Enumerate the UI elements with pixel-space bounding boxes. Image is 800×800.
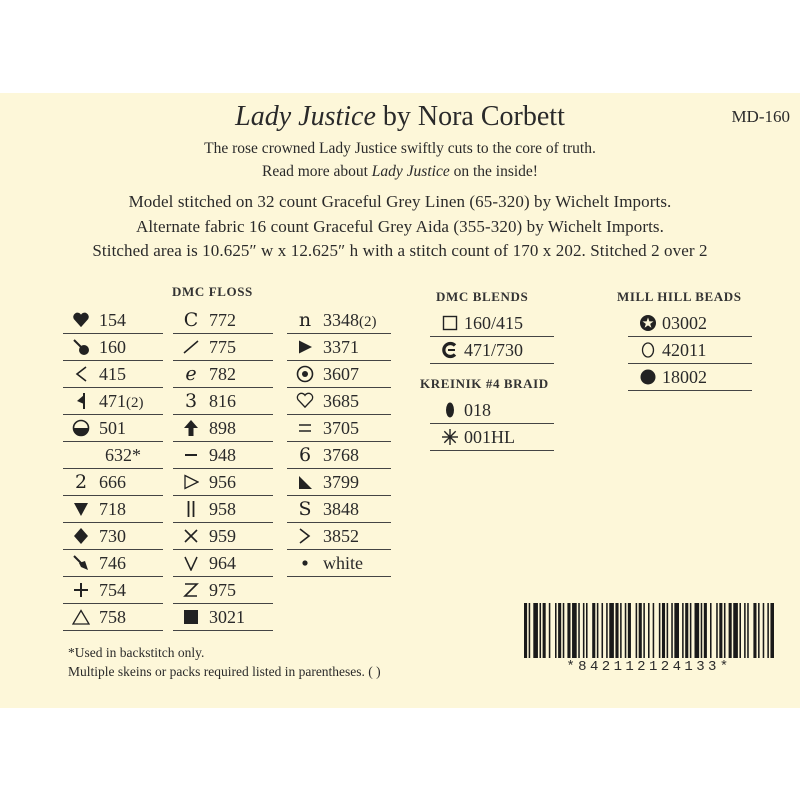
asterisk-icon [438, 426, 462, 447]
barcode [524, 603, 774, 658]
thread-number: 758 [99, 607, 126, 627]
square-filled-icon [179, 606, 203, 627]
thread-number: 3848 [323, 499, 359, 519]
read-more-line: Read more about Lady Justice on the inside! [262, 163, 538, 180]
thread-row [63, 523, 163, 550]
thread-number: 3705 [323, 418, 359, 438]
thread-number: 775 [209, 337, 236, 357]
description-line: Alternate fabric 16 count Graceful Grey Aida (355-320) by Wichelt Imports. [135, 217, 665, 236]
thread-row [287, 334, 391, 361]
thread-number: 18002 [662, 367, 707, 387]
thread-row [287, 388, 391, 415]
x-icon [179, 525, 203, 546]
product-code: MD-160 [731, 107, 790, 126]
minus-icon [179, 444, 203, 465]
dmc-floss-heading: DMC FLOSS [172, 284, 253, 299]
thread-number: 42011 [662, 340, 707, 360]
equals-icon [293, 417, 317, 438]
thread-number: 3371 [323, 337, 359, 357]
thread-number: 730 [99, 526, 126, 546]
thread-row [430, 337, 554, 364]
mill-hill-list [628, 310, 752, 391]
thread-row [63, 334, 163, 361]
thread-number: 754 [99, 580, 126, 600]
thread-number: 782 [209, 364, 236, 384]
thread-number: 632* [105, 445, 141, 465]
thread-row [628, 310, 752, 337]
tagline: The rose crowned Lady Justice swiftly cuts to the core of truth. [204, 140, 596, 157]
slash-dot-icon [69, 336, 93, 357]
thread-number: 03002 [662, 313, 707, 333]
thread-row [63, 469, 163, 496]
thread-row [63, 604, 163, 631]
three-icon: 3 [184, 389, 198, 412]
oval-filled-icon [438, 399, 462, 420]
skein-count: (2) [126, 395, 144, 411]
thread-number: 3852 [323, 526, 359, 546]
footnote-skeins: Multiple skeins or packs required listed in parentheses. ( ) [68, 664, 381, 679]
thread-row [628, 364, 752, 391]
e-icon: ℯ [185, 362, 197, 385]
star-circle-icon [636, 312, 660, 333]
thread-number: 898 [209, 418, 236, 438]
thread-row [287, 307, 391, 334]
two-icon: 2 [74, 470, 88, 493]
thread-number: 718 [99, 499, 126, 519]
title-italic: Lady Justice [235, 101, 376, 132]
thread-row [287, 496, 391, 523]
thread-row [63, 577, 163, 604]
less-than-icon [69, 363, 93, 384]
circle-filled-icon [636, 366, 660, 387]
thread-number: 959 [209, 526, 236, 546]
thread-number: 3348(2) [323, 310, 377, 330]
thread-row [287, 550, 391, 577]
thread-row [173, 334, 273, 361]
half-circle-icon [69, 417, 93, 438]
thread-number: 3768 [323, 445, 359, 465]
thread-row [628, 337, 752, 364]
thread-row [287, 415, 391, 442]
triangle-down-icon [69, 498, 93, 519]
dmc-floss-column [63, 307, 163, 631]
kreinik-heading: KREINIK #4 BRAID [420, 376, 549, 391]
thread-row [173, 550, 273, 577]
thread-number: 772 [209, 310, 236, 330]
v-icon [179, 552, 203, 573]
thread-row [173, 361, 273, 388]
square-outline-icon [438, 312, 462, 333]
pattern-back-cover [0, 93, 800, 708]
flag-left-icon [69, 390, 93, 411]
n-icon: n [298, 308, 312, 331]
triangle-outline-icon [69, 606, 93, 627]
thread-row [173, 415, 273, 442]
thread-number: 471(2) [99, 391, 144, 411]
thread-number: 415 [99, 364, 126, 384]
thread-number: 501 [99, 418, 126, 438]
thread-row [173, 442, 273, 469]
thread-row [63, 415, 163, 442]
arrow-up-icon [179, 417, 203, 438]
double-bar-icon [179, 498, 203, 519]
dmc-blends-heading: DMC BLENDS [436, 289, 529, 304]
footnote-backstitch: *Used in backstitch only. [68, 645, 205, 660]
c-icon: C [183, 308, 199, 331]
barcode-number: *842112124133* [566, 659, 732, 675]
title-author: by Nora Corbett [375, 101, 565, 132]
thread-number: 3021 [209, 607, 245, 627]
thread-row [63, 388, 163, 415]
thread-number: 3607 [323, 364, 359, 384]
dmc-blends-list [430, 310, 554, 364]
slash-icon [179, 336, 203, 357]
thread-number: 816 [209, 391, 236, 411]
thread-row [287, 361, 391, 388]
thread-number: 964 [209, 553, 236, 573]
dmc-floss-column [173, 307, 273, 631]
dot-icon [293, 552, 317, 573]
thread-row [63, 550, 163, 577]
thread-number: 160/415 [464, 313, 524, 333]
thread-number: 471/730 [464, 340, 524, 360]
thread-row [287, 442, 391, 469]
thread-number: 3799 [323, 472, 359, 492]
thread-row [173, 307, 273, 334]
skein-count: (2) [359, 314, 377, 330]
thread-row [173, 388, 273, 415]
description-line: Stitched area is 10.625″ w x 12.625″ h with a stitch count of 170 x 202. Stitched 2 over 2 [92, 241, 708, 260]
thread-number: 018 [464, 400, 491, 420]
thread-number: 958 [209, 499, 236, 519]
thread-row [63, 442, 163, 469]
c-bold-icon [438, 339, 462, 360]
triangle-right-outline-icon [179, 471, 203, 492]
greater-than-icon [293, 525, 317, 546]
dmc-floss-column [287, 307, 391, 577]
thread-number: 160 [99, 337, 126, 357]
thread-number: 3685 [323, 391, 359, 411]
six-icon: 6 [298, 443, 312, 466]
heart-outline-icon [293, 390, 317, 411]
thread-number: 746 [99, 553, 126, 573]
thread-row [173, 577, 273, 604]
thread-row [287, 469, 391, 496]
thread-row [63, 361, 163, 388]
corner-triangle-icon [293, 471, 317, 492]
description-line: Model stitched on 32 count Graceful Grey Linen (65-320) by Wichelt Imports. [128, 192, 672, 211]
pattern-title [0, 101, 800, 133]
triangle-right-icon [293, 336, 317, 357]
thread-number: 956 [209, 472, 236, 492]
s-icon: S [298, 497, 312, 520]
plus-icon [69, 579, 93, 600]
diamond-icon [69, 525, 93, 546]
thread-row [173, 496, 273, 523]
circle-dot-icon [293, 363, 317, 384]
thread-row [173, 604, 273, 631]
thread-row [173, 523, 273, 550]
z-icon [179, 579, 203, 600]
circle-outline-icon [636, 339, 660, 360]
thread-row [173, 469, 273, 496]
pin-icon [69, 552, 93, 573]
thread-number: 001HL [464, 427, 515, 447]
thread-row [63, 496, 163, 523]
heart-icon [69, 309, 93, 330]
thread-row [430, 424, 554, 451]
thread-number: 975 [209, 580, 236, 600]
thread-row [287, 523, 391, 550]
thread-number: 154 [99, 310, 126, 330]
thread-number: 948 [209, 445, 236, 465]
thread-number: white [323, 553, 363, 573]
thread-number: 666 [99, 472, 126, 492]
thread-row [63, 307, 163, 334]
mill-hill-heading: MILL HILL BEADS [617, 289, 742, 304]
thread-row [430, 310, 554, 337]
kreinik-list [430, 397, 554, 451]
thread-row [430, 397, 554, 424]
